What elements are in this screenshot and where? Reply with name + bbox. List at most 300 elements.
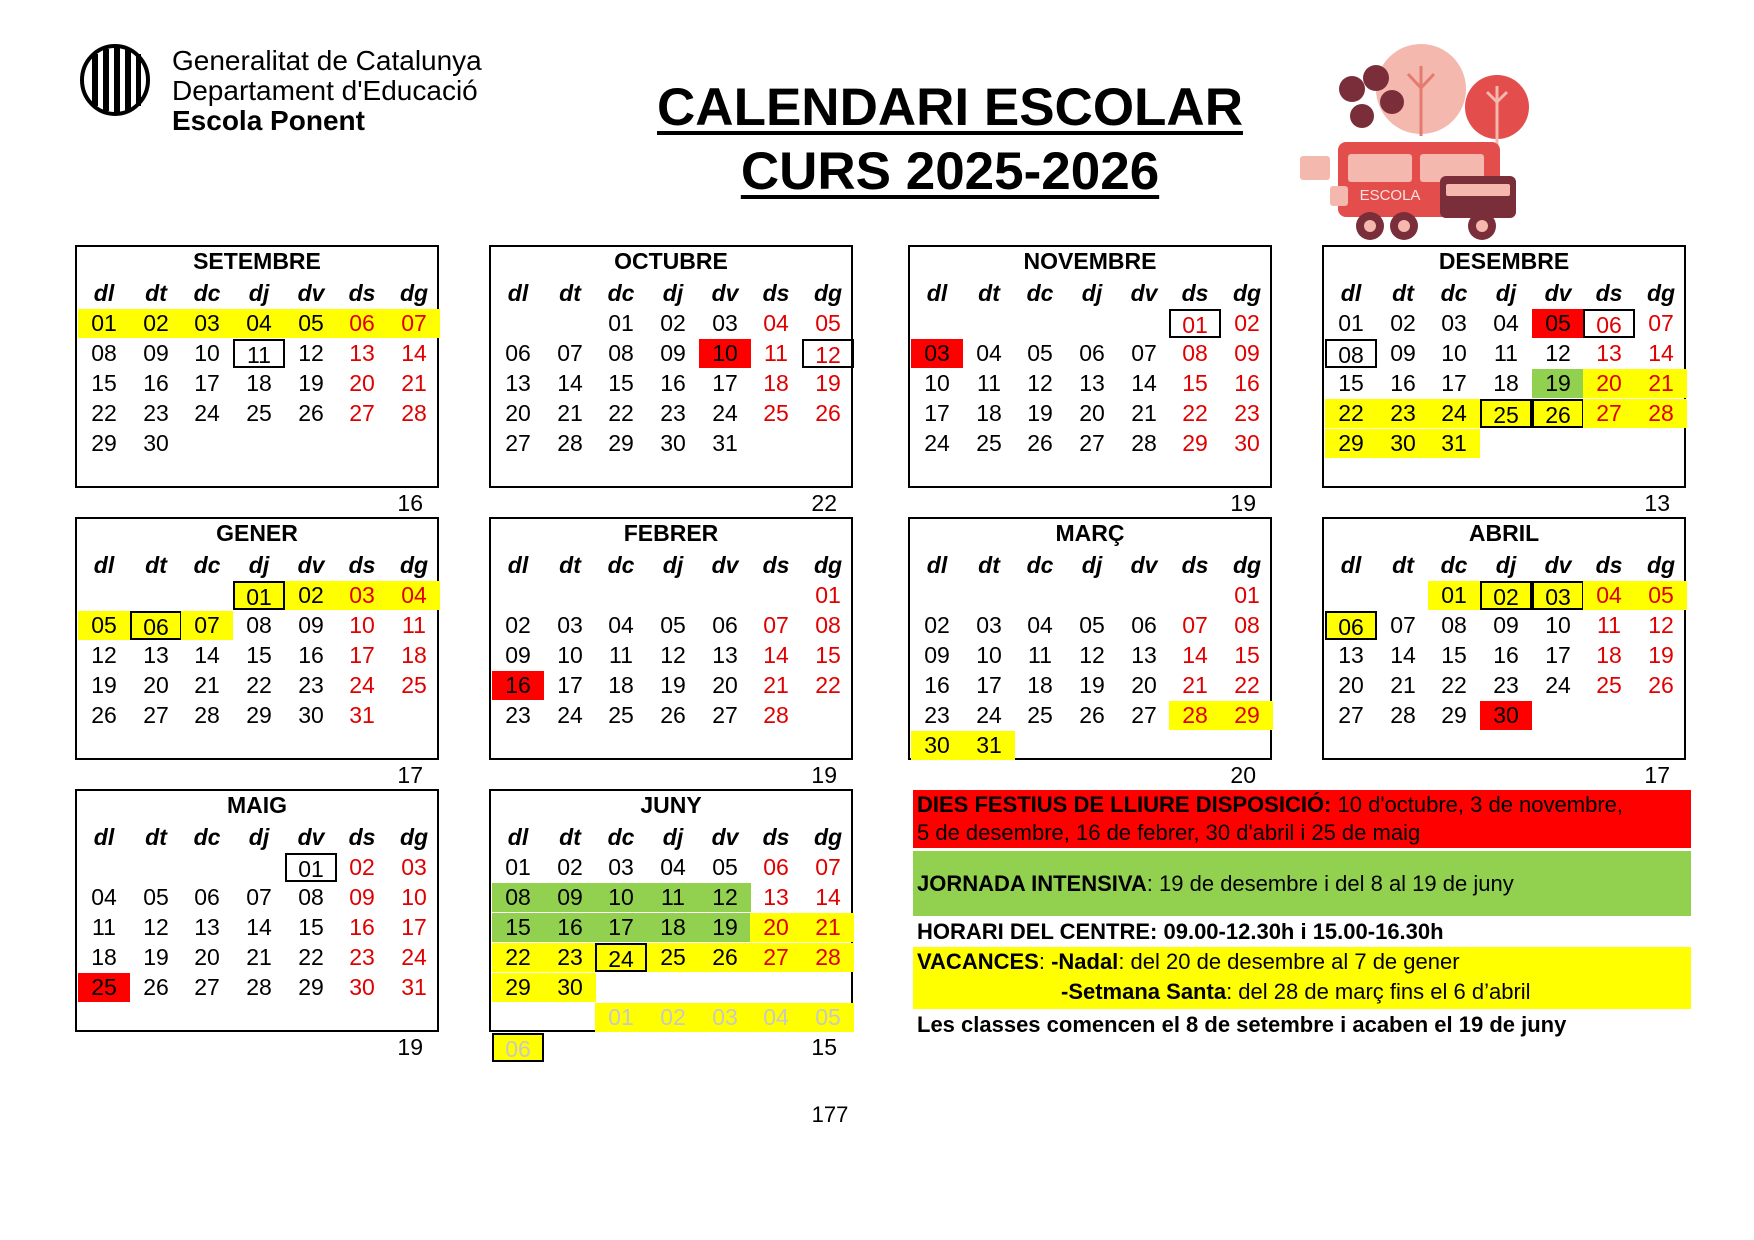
day-cell: 16 bbox=[924, 672, 950, 698]
day-cell: 12 bbox=[143, 914, 169, 940]
day-cell: 25 bbox=[763, 400, 789, 426]
weekday-header: dj bbox=[1081, 280, 1103, 306]
day-cell: 21 bbox=[1182, 672, 1208, 698]
day-cell: 31 bbox=[963, 731, 1015, 760]
weekday-header: ds bbox=[1181, 280, 1209, 306]
weekday-header: ds bbox=[348, 824, 376, 850]
nadal-label: -Nadal bbox=[1051, 949, 1119, 974]
day-cell: 19 bbox=[1532, 369, 1584, 398]
day-cell: 15 bbox=[1441, 642, 1467, 668]
day-cell: 03 bbox=[557, 612, 583, 638]
day-cell: 06 bbox=[492, 1033, 544, 1062]
day-cell: 07 bbox=[1390, 612, 1416, 638]
weekday-header: ds bbox=[762, 824, 790, 850]
day-cell: 24 bbox=[712, 400, 738, 426]
day-cell: 09 bbox=[1234, 340, 1260, 366]
day-cell: 30 bbox=[660, 430, 686, 456]
day-cell: 24 bbox=[349, 672, 375, 698]
day-cell: 28 bbox=[246, 974, 272, 1000]
day-cell: 20 bbox=[712, 672, 738, 698]
month-name: SETEMBRE bbox=[193, 248, 321, 274]
day-cell: 26 bbox=[1532, 399, 1584, 428]
day-cell: 06 bbox=[336, 309, 388, 338]
day-cell: 28 bbox=[557, 430, 583, 456]
day-cell: 05 bbox=[802, 1003, 854, 1032]
day-cell: 30 bbox=[143, 430, 169, 456]
day-cell: 07 bbox=[815, 854, 841, 880]
day-cell: 23 bbox=[1493, 672, 1519, 698]
day-cell: 24 bbox=[557, 702, 583, 728]
weekday-header: dt bbox=[978, 280, 1000, 306]
day-cell: 15 bbox=[298, 914, 324, 940]
day-cell: 13 bbox=[1079, 370, 1105, 396]
day-cell: 02 bbox=[505, 612, 531, 638]
day-cell: 15 bbox=[1182, 370, 1208, 396]
day-cell: 18 bbox=[608, 672, 634, 698]
day-cell: 03 bbox=[699, 1003, 751, 1032]
day-cell: 22 bbox=[608, 400, 634, 426]
day-cell: 02 bbox=[924, 612, 950, 638]
day-cell: 22 bbox=[1325, 399, 1377, 428]
weekday-header: dg bbox=[399, 552, 429, 578]
day-cell: 23 bbox=[349, 944, 375, 970]
jornada-text: : 19 de desembre i del 8 al 19 de juny bbox=[1146, 871, 1514, 896]
day-cell: 19 bbox=[1648, 642, 1674, 668]
weekday-header: dt bbox=[978, 552, 1000, 578]
month-febrer bbox=[489, 517, 853, 760]
day-cell: 05 bbox=[1079, 612, 1105, 638]
weekday-header: dj bbox=[662, 824, 684, 850]
day-cell: 27 bbox=[194, 974, 220, 1000]
weekday-header: dl bbox=[507, 552, 529, 578]
day-cell: 14 bbox=[246, 914, 272, 940]
day-cell: 27 bbox=[143, 702, 169, 728]
day-cell: 08 bbox=[1182, 340, 1208, 366]
day-cell: 05 bbox=[712, 854, 738, 880]
day-cell: 10 bbox=[194, 340, 220, 366]
day-cell: 19 bbox=[143, 944, 169, 970]
day-cell: 08 bbox=[1234, 612, 1260, 638]
weekday-header: dc bbox=[1440, 280, 1468, 306]
day-cell: 06 bbox=[763, 854, 789, 880]
day-cell: 07 bbox=[557, 340, 583, 366]
month-school-days-count: 13 bbox=[1644, 490, 1670, 516]
day-cell: 20 bbox=[349, 370, 375, 396]
day-cell: 08 bbox=[492, 883, 544, 912]
title-line2: CURS 2025-2026 bbox=[740, 142, 1160, 201]
day-cell: 20 bbox=[1079, 400, 1105, 426]
weekday-header: dv bbox=[297, 280, 325, 306]
horari-text: HORARI DEL CENTRE: 09.00-12.30h i 15.00-16.30h bbox=[917, 919, 1444, 944]
day-cell: 08 bbox=[1441, 612, 1467, 638]
day-cell: 22 bbox=[91, 400, 117, 426]
organization-block bbox=[172, 46, 482, 136]
month-school-days-count: 22 bbox=[811, 490, 837, 516]
day-cell: 24 bbox=[595, 943, 647, 972]
day-cell: 18 bbox=[763, 370, 789, 396]
day-cell: 09 bbox=[1390, 340, 1416, 366]
day-cell: 30 bbox=[1234, 430, 1260, 456]
weekday-header: dg bbox=[813, 280, 843, 306]
day-cell: 08 bbox=[298, 884, 324, 910]
month-school-days-count: 20 bbox=[1230, 762, 1256, 788]
weekday-header: dc bbox=[1026, 280, 1054, 306]
weekday-header: dt bbox=[559, 552, 581, 578]
day-cell: 09 bbox=[298, 612, 324, 638]
day-cell: 04 bbox=[608, 612, 634, 638]
day-cell: 23 bbox=[924, 702, 950, 728]
day-cell: 11 bbox=[1494, 340, 1518, 366]
day-cell: 22 bbox=[1182, 400, 1208, 426]
weekday-header: dg bbox=[1646, 552, 1676, 578]
day-cell: 02 bbox=[557, 854, 583, 880]
day-cell: 13 bbox=[1596, 340, 1622, 366]
day-cell: 11 bbox=[1597, 612, 1621, 638]
day-cell: 17 bbox=[1441, 370, 1467, 396]
jornada-label: JORNADA INTENSIVA bbox=[917, 871, 1147, 896]
day-cell: 19 bbox=[1027, 400, 1053, 426]
month-school-days-count: 16 bbox=[397, 490, 423, 516]
vacances-sep: : bbox=[1038, 949, 1052, 974]
day-cell: 14 bbox=[194, 642, 220, 668]
day-cell: 19 bbox=[699, 913, 751, 942]
day-cell: 20 bbox=[505, 400, 531, 426]
day-cell: 28 bbox=[763, 702, 789, 728]
weekday-header: ds bbox=[348, 280, 376, 306]
weekday-header: ds bbox=[348, 552, 376, 578]
day-cell: 24 bbox=[1545, 672, 1571, 698]
day-cell: 19 bbox=[1079, 672, 1105, 698]
day-cell: 06 bbox=[712, 612, 738, 638]
weekday-header: ds bbox=[1181, 552, 1209, 578]
day-cell: 25 bbox=[608, 702, 634, 728]
day-cell: 11 bbox=[764, 340, 788, 366]
weekday-header: dt bbox=[559, 824, 581, 850]
weekday-header: dc bbox=[193, 552, 221, 578]
weekday-header: dt bbox=[1392, 280, 1414, 306]
day-cell: 27 bbox=[750, 943, 802, 972]
weekday-header: dv bbox=[711, 824, 739, 850]
day-cell: 01 bbox=[815, 582, 841, 608]
month-name: NOVEMBRE bbox=[1023, 248, 1157, 274]
day-cell: 25 bbox=[78, 973, 130, 1002]
weekday-header: ds bbox=[762, 552, 790, 578]
day-cell: 13 bbox=[1338, 642, 1364, 668]
weekday-header: dv bbox=[297, 552, 325, 578]
day-cell: 13 bbox=[143, 642, 169, 668]
day-cell: 16 bbox=[349, 914, 375, 940]
weekday-header: dv bbox=[1544, 552, 1572, 578]
day-cell: 06 bbox=[1079, 340, 1105, 366]
day-cell: 16 bbox=[660, 370, 686, 396]
day-cell: 12 bbox=[91, 642, 117, 668]
day-cell: 03 bbox=[712, 310, 738, 336]
legend-jornada bbox=[913, 851, 1691, 916]
day-cell: 13 bbox=[712, 642, 738, 668]
day-cell: 12 bbox=[1027, 370, 1053, 396]
weekday-header: dg bbox=[399, 280, 429, 306]
day-cell: 12 bbox=[802, 339, 854, 368]
weekday-header: dl bbox=[93, 280, 115, 306]
month-name: MARÇ bbox=[1055, 520, 1125, 546]
weekday-header: dj bbox=[248, 824, 270, 850]
day-cell: 26 bbox=[815, 400, 841, 426]
day-cell: 20 bbox=[1583, 369, 1635, 398]
day-cell: 26 bbox=[91, 702, 117, 728]
day-cell: 07 bbox=[1648, 310, 1674, 336]
day-cell: 27 bbox=[1079, 430, 1105, 456]
day-cell: 01 bbox=[233, 581, 285, 610]
day-cell: 15 bbox=[91, 370, 117, 396]
day-cell: 21 bbox=[1390, 672, 1416, 698]
weekday-header: dl bbox=[93, 824, 115, 850]
day-cell: 10 bbox=[924, 370, 950, 396]
day-cell: 14 bbox=[1390, 642, 1416, 668]
day-cell: 25 bbox=[647, 943, 699, 972]
school-bus-illustration bbox=[1290, 36, 1540, 248]
weekday-header: dv bbox=[1130, 280, 1158, 306]
day-cell: 12 bbox=[1079, 642, 1105, 668]
festius-text1: 10 d'octubre, 3 de novembre, bbox=[1331, 792, 1623, 817]
day-cell: 09 bbox=[349, 884, 375, 910]
day-cell: 15 bbox=[1338, 370, 1364, 396]
weekday-header: dc bbox=[193, 824, 221, 850]
day-cell: 03 bbox=[1441, 310, 1467, 336]
day-cell: 04 bbox=[763, 310, 789, 336]
org-line2: Departament d'Educació bbox=[172, 75, 478, 106]
day-cell: 15 bbox=[608, 370, 634, 396]
legend-classes bbox=[913, 1010, 1691, 1040]
day-cell: 11 bbox=[977, 370, 1001, 396]
weekday-header: dg bbox=[1232, 280, 1262, 306]
month-school-days-count: 17 bbox=[1644, 762, 1670, 788]
day-cell: 25 bbox=[1027, 702, 1053, 728]
day-cell: 22 bbox=[815, 672, 841, 698]
day-cell: 05 bbox=[1027, 340, 1053, 366]
day-cell: 19 bbox=[815, 370, 841, 396]
day-cell: 26 bbox=[699, 943, 751, 972]
day-cell: 14 bbox=[557, 370, 583, 396]
day-cell: 04 bbox=[750, 1003, 802, 1032]
day-cell: 13 bbox=[349, 340, 375, 366]
day-cell: 08 bbox=[246, 612, 272, 638]
month-name: MAIG bbox=[226, 792, 288, 818]
day-cell: 25 bbox=[401, 672, 427, 698]
day-cell: 05 bbox=[660, 612, 686, 638]
day-cell: 05 bbox=[815, 310, 841, 336]
month-school-days-count: 19 bbox=[397, 1034, 423, 1060]
day-cell: 10 bbox=[1545, 612, 1571, 638]
day-cell: 16 bbox=[544, 913, 596, 942]
day-cell: 02 bbox=[660, 310, 686, 336]
weekday-header: dj bbox=[1495, 552, 1517, 578]
day-cell: 25 bbox=[976, 430, 1002, 456]
day-cell: 17 bbox=[595, 913, 647, 942]
day-cell: 16 bbox=[1234, 370, 1260, 396]
day-cell: 06 bbox=[1325, 611, 1377, 640]
day-cell: 22 bbox=[1234, 672, 1260, 698]
day-cell: 02 bbox=[1390, 310, 1416, 336]
day-cell: 31 bbox=[349, 702, 375, 728]
month-octubre bbox=[489, 245, 853, 488]
day-cell: 10 bbox=[699, 339, 751, 368]
day-cell: 23 bbox=[505, 702, 531, 728]
day-cell: 03 bbox=[401, 854, 427, 880]
day-cell: 11 bbox=[92, 914, 116, 940]
day-cell: 31 bbox=[401, 974, 427, 1000]
day-cell: 06 bbox=[130, 611, 182, 640]
day-cell: 02 bbox=[130, 309, 182, 338]
day-cell: 14 bbox=[1182, 642, 1208, 668]
day-cell: 01 bbox=[1169, 309, 1221, 338]
weekday-header: dl bbox=[507, 280, 529, 306]
day-cell: 28 bbox=[194, 702, 220, 728]
weekday-header: ds bbox=[1595, 552, 1623, 578]
day-cell: 29 bbox=[492, 973, 544, 1002]
day-cell: 29 bbox=[246, 702, 272, 728]
page-number: 177 bbox=[811, 1102, 849, 1127]
day-cell: 29 bbox=[298, 974, 324, 1000]
weekday-header: dj bbox=[1495, 280, 1517, 306]
day-cell: 04 bbox=[388, 581, 440, 610]
day-cell: 02 bbox=[647, 1003, 699, 1032]
festius-label: DIES FESTIUS DE LLIURE DISPOSICIÓ: bbox=[917, 792, 1332, 817]
day-cell: 18 bbox=[647, 913, 699, 942]
weekday-header: dt bbox=[559, 280, 581, 306]
day-cell: 01 bbox=[505, 854, 531, 880]
setmana-label: -Setmana Santa bbox=[1061, 979, 1227, 1004]
weekday-header: dv bbox=[711, 280, 739, 306]
day-cell: 30 bbox=[911, 731, 963, 760]
day-cell: 07 bbox=[388, 309, 440, 338]
month-school-days-count: 17 bbox=[397, 762, 423, 788]
day-cell: 12 bbox=[1545, 340, 1571, 366]
weekday-header: dc bbox=[1440, 552, 1468, 578]
day-cell: 03 bbox=[608, 854, 634, 880]
day-cell: 26 bbox=[298, 400, 324, 426]
weekday-header: dl bbox=[926, 280, 948, 306]
day-cell: 14 bbox=[401, 340, 427, 366]
month-març bbox=[908, 517, 1272, 760]
day-cell: 01 bbox=[1428, 581, 1480, 610]
day-cell: 30 bbox=[1480, 701, 1532, 730]
day-cell: 08 bbox=[608, 340, 634, 366]
day-cell: 06 bbox=[1583, 309, 1635, 338]
day-cell: 05 bbox=[78, 611, 130, 640]
weekday-header: dc bbox=[607, 824, 635, 850]
day-cell: 28 bbox=[802, 943, 854, 972]
day-cell: 24 bbox=[924, 430, 950, 456]
month-school-days-count: 15 bbox=[811, 1034, 837, 1060]
day-cell: 29 bbox=[1221, 701, 1273, 730]
day-cell: 11 bbox=[1028, 642, 1052, 668]
day-cell: 29 bbox=[1182, 430, 1208, 456]
day-cell: 05 bbox=[285, 309, 337, 338]
day-cell: 25 bbox=[1480, 399, 1532, 428]
day-cell: 10 bbox=[557, 642, 583, 668]
day-cell: 17 bbox=[1545, 642, 1571, 668]
weekday-header: dt bbox=[145, 280, 167, 306]
day-cell: 15 bbox=[815, 642, 841, 668]
generalitat-logo-icon bbox=[80, 44, 150, 116]
day-cell: 04 bbox=[976, 340, 1002, 366]
day-cell: 02 bbox=[1480, 581, 1532, 610]
classes-text: Les classes comencen el 8 de setembre i acaben el 19 de juny bbox=[917, 1012, 1567, 1037]
day-cell: 02 bbox=[1234, 310, 1260, 336]
day-cell: 14 bbox=[815, 884, 841, 910]
day-cell: 21 bbox=[1635, 369, 1687, 398]
day-cell: 16 bbox=[298, 642, 324, 668]
day-cell: 17 bbox=[401, 914, 427, 940]
day-cell: 09 bbox=[544, 883, 596, 912]
weekday-header: dg bbox=[813, 552, 843, 578]
month-school-days-count: 19 bbox=[1230, 490, 1256, 516]
day-cell: 03 bbox=[911, 339, 963, 368]
day-cell: 17 bbox=[976, 672, 1002, 698]
day-cell: 24 bbox=[401, 944, 427, 970]
day-cell: 09 bbox=[143, 340, 169, 366]
weekday-header: dl bbox=[93, 552, 115, 578]
weekday-header: dg bbox=[1646, 280, 1676, 306]
day-cell: 16 bbox=[143, 370, 169, 396]
day-cell: 13 bbox=[505, 370, 531, 396]
weekday-header: ds bbox=[762, 280, 790, 306]
day-cell: 08 bbox=[815, 612, 841, 638]
day-cell: 03 bbox=[181, 309, 233, 338]
day-cell: 14 bbox=[1648, 340, 1674, 366]
day-cell: 27 bbox=[1338, 702, 1364, 728]
day-cell: 13 bbox=[763, 884, 789, 910]
day-cell: 05 bbox=[1532, 309, 1584, 338]
day-cell: 02 bbox=[349, 854, 375, 880]
day-cell: 21 bbox=[246, 944, 272, 970]
day-cell: 21 bbox=[763, 672, 789, 698]
weekday-header: dt bbox=[145, 824, 167, 850]
day-cell: 26 bbox=[143, 974, 169, 1000]
day-cell: 22 bbox=[1441, 672, 1467, 698]
day-cell: 21 bbox=[401, 370, 427, 396]
day-cell: 20 bbox=[143, 672, 169, 698]
day-cell: 31 bbox=[1428, 429, 1480, 458]
day-cell: 16 bbox=[1390, 370, 1416, 396]
weekday-header: dj bbox=[248, 552, 270, 578]
day-cell: 21 bbox=[557, 400, 583, 426]
day-cell: 22 bbox=[246, 672, 272, 698]
day-cell: 21 bbox=[194, 672, 220, 698]
day-cell: 09 bbox=[660, 340, 686, 366]
org-line1: Generalitat de Catalunya bbox=[172, 45, 482, 76]
day-cell: 13 bbox=[194, 914, 220, 940]
legend-vacances bbox=[913, 947, 1691, 1009]
day-cell: 28 bbox=[1169, 701, 1221, 730]
month-abril bbox=[1322, 517, 1686, 760]
day-cell: 21 bbox=[802, 913, 854, 942]
day-cell: 07 bbox=[763, 612, 789, 638]
day-cell: 09 bbox=[924, 642, 950, 668]
day-cell: 18 bbox=[246, 370, 272, 396]
page-title bbox=[600, 76, 1300, 204]
day-cell: 24 bbox=[1428, 399, 1480, 428]
day-cell: 05 bbox=[1635, 581, 1687, 610]
weekday-header: dj bbox=[248, 280, 270, 306]
weekday-header: dg bbox=[399, 824, 429, 850]
day-cell: 01 bbox=[595, 1003, 647, 1032]
day-cell: 27 bbox=[505, 430, 531, 456]
day-cell: 06 bbox=[505, 340, 531, 366]
weekday-header: dl bbox=[507, 824, 529, 850]
day-cell: 16 bbox=[492, 671, 544, 700]
weekday-header: dv bbox=[297, 824, 325, 850]
